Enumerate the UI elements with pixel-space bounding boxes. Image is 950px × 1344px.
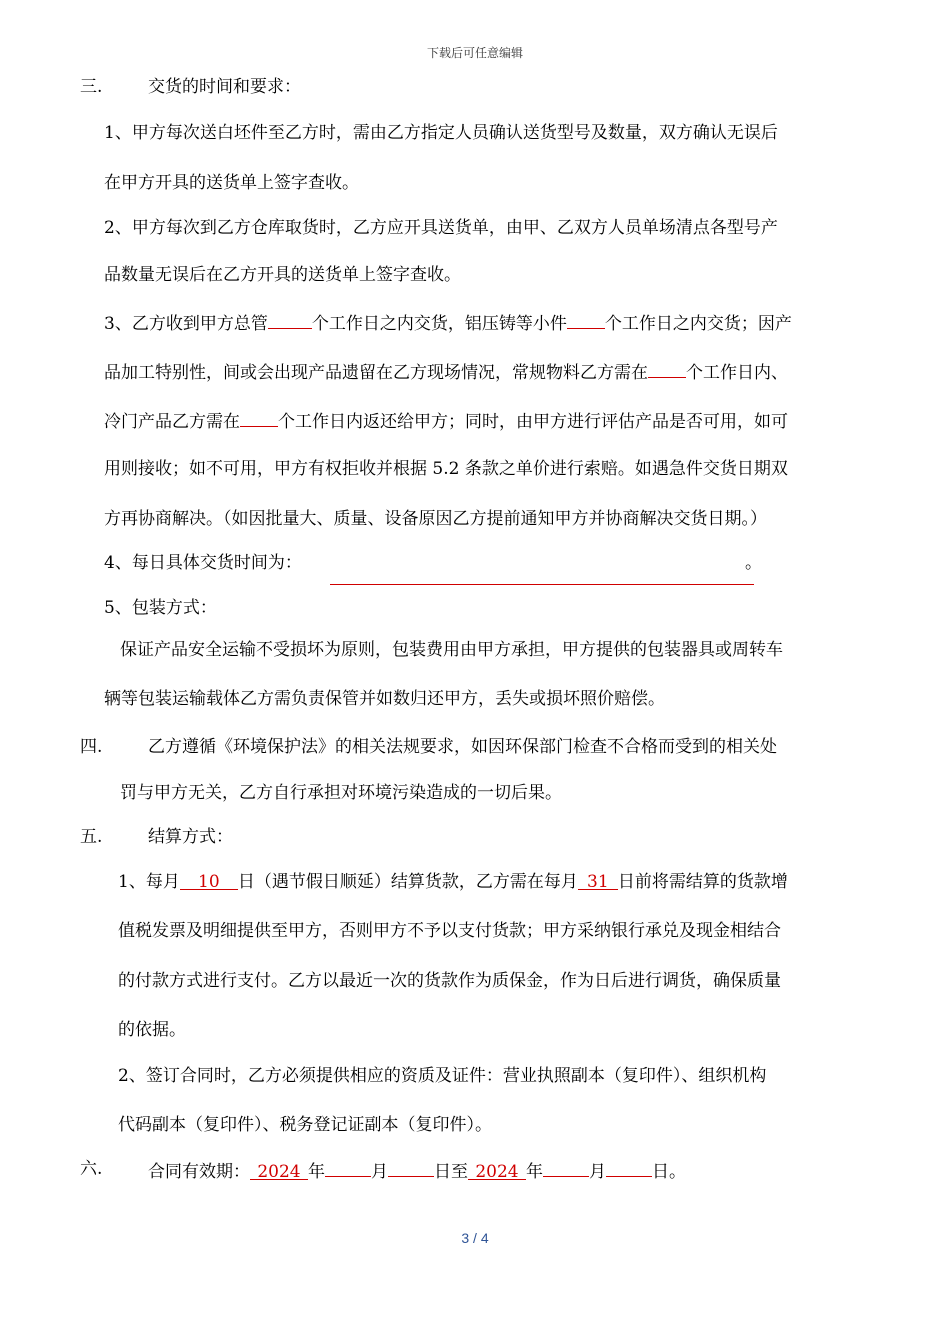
section-5-title: 结算方式：	[148, 827, 233, 847]
section-3-item-3-line-4: 用则接收；如不可用，甲方有权拒收并根据 5.2 条款之单价进行索赔。如遇急件交货日期双	[104, 459, 788, 479]
section-6-validity-line	[148, 1158, 686, 1183]
section-6-number: 六.	[80, 1159, 103, 1179]
section-4-number: 四.	[80, 737, 103, 757]
blank-field[interactable]	[240, 408, 278, 427]
year-label: 年	[526, 1162, 543, 1182]
month-label: 月	[589, 1162, 606, 1182]
item3-text-b: 个工作日之内交货，铝压铸等小件	[311, 314, 567, 334]
section-3-item-3-line-3	[104, 408, 788, 433]
page-number: 3 / 4	[461, 1230, 489, 1246]
section-3-item-5-line-2: 辆等包装运输载体乙方需负责保管并如数归还甲方，丢失或损坏照价赔偿。	[104, 689, 665, 709]
section-3-item-4: 4、每日具体交货时间为：	[104, 553, 302, 573]
section-3-item-1-line-2: 在甲方开具的送货单上签字查收。	[104, 173, 359, 193]
blank-field[interactable]	[567, 310, 605, 329]
end-day-field[interactable]	[606, 1158, 652, 1177]
item3-text-g: 个工作日内返还给甲方；同时，由甲方进行评估产品是否可用，如可	[278, 412, 788, 432]
item3-text-d: 品加工特别性，间或会出现产品遗留在乙方现场情况，常规物料乙方需在	[104, 363, 648, 383]
section-3-item-3-line-2	[104, 359, 788, 384]
section-3-title: 交货的时间和要求：	[148, 77, 301, 97]
start-month-field[interactable]	[325, 1158, 371, 1177]
section-5-item-1-line-4: 的依据。	[118, 1020, 186, 1040]
section-5-item-2-line-1: 2、签订合同时，乙方必须提供相应的资质及证件：营业执照副本（复印件）、组织机构	[118, 1066, 767, 1086]
item3-text-c: 个工作日之内交货；因产	[604, 314, 792, 334]
day-end-label: 日。	[652, 1162, 686, 1182]
item1-text-a: 1、每月	[118, 872, 180, 892]
section-4-line-1: 乙方遵循《环境保护法》的相关法规要求，如因环保部门检查不合格而受到的相关处	[148, 737, 777, 757]
section-3-item-5: 5、包装方式：	[104, 598, 217, 618]
start-year-field[interactable]: 2024	[250, 1161, 308, 1180]
section-3-item-5-line-1: 保证产品安全运输不受损坏为原则，包装费用由甲方承担，甲方提供的包装器具或周转车	[120, 640, 783, 660]
section-5-item-1-line-2: 值税发票及明细提供至甲方，否则甲方不予以支付货款；甲方采纳银行承兑及现金相结合	[118, 921, 781, 941]
day-to-label: 日至	[434, 1162, 468, 1182]
year-label: 年	[308, 1162, 325, 1182]
section-3-item-3-line-5: 方再协商解决。（如因批量大、质量、设备原因乙方提前通知甲方并协商解决交货日期。）	[104, 509, 767, 529]
blank-field[interactable]	[648, 359, 686, 378]
section-3-item-2-line-2: 品数量无误后在乙方开具的送货单上签字查收。	[104, 265, 461, 285]
section-5-item-2-line-2: 代码副本（复印件）、税务登记证副本（复印件）。	[118, 1115, 492, 1135]
section-5-item-1-line-3: 的付款方式进行支付。乙方以最近一次的货款作为质保金，作为日后进行调货，确保质量	[118, 971, 781, 991]
start-day-field[interactable]	[388, 1158, 434, 1177]
blank-field[interactable]	[268, 310, 312, 329]
item3-text-a: 3、乙方收到甲方总管	[104, 314, 268, 334]
section-3-item-3-line-1	[104, 310, 792, 335]
page-header: 下载后可任意编辑	[426, 46, 523, 60]
item-4-period: 。	[745, 553, 762, 573]
validity-lead: 合同有效期：	[148, 1162, 250, 1182]
item1-text-c: 日前将需结算的货款增	[617, 872, 788, 892]
section-3-number: 三.	[80, 77, 103, 97]
section-3-item-2-line-1: 2、甲方每次到乙方仓库取货时，乙方应开具送货单，由甲、乙双方人员单场清点各型号产	[104, 218, 778, 238]
month-label: 月	[371, 1162, 388, 1182]
item1-text-b: 日（遇节假日顺延）结算货款，乙方需在每月	[237, 872, 578, 892]
settlement-day-field[interactable]: 10	[180, 871, 238, 890]
delivery-time-blank[interactable]	[330, 584, 754, 585]
section-5-item-1-line-1	[118, 871, 788, 893]
section-4-line-2: 罚与甲方无关，乙方自行承担对环境污染造成的一切后果。	[120, 783, 562, 803]
invoice-day-field[interactable]: 31	[578, 871, 618, 890]
section-5-number: 五.	[80, 827, 103, 847]
end-year-field[interactable]: 2024	[468, 1161, 526, 1180]
section-3-item-1-line-1: 1、甲方每次送白坯件至乙方时，需由乙方指定人员确认送货型号及数量，双方确认无误后	[104, 123, 778, 143]
end-month-field[interactable]	[543, 1158, 589, 1177]
item3-text-f: 冷门产品乙方需在	[104, 412, 240, 432]
item3-text-e: 个工作日内、	[686, 363, 788, 383]
